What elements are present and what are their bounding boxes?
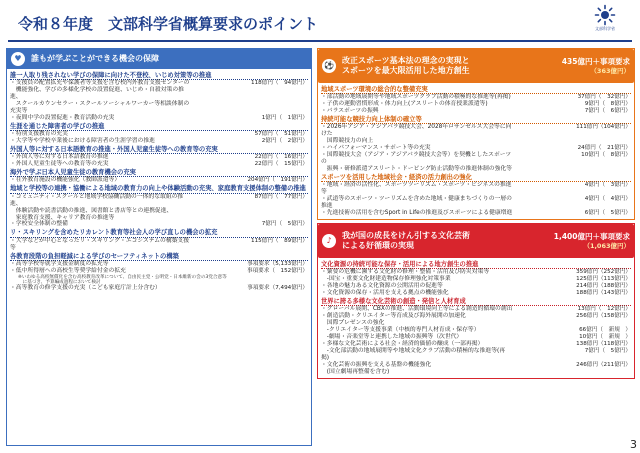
ministry-logo	[588, 4, 622, 38]
section-title: 地域と学校等の連携・協働による地域の教育力の向上や体験活動の充実、家庭教育支援体制の整備の推進	[10, 185, 308, 193]
section-title: 生涯を通じた障害者の学びの推進	[10, 123, 308, 131]
item-text: ・多様な文化芸術による社会・経済的価値の醸成（一部再掲）	[321, 341, 484, 348]
item-amount: 事項要求（5,133億円）	[247, 260, 308, 267]
item-text: ‐文化部活動の地域展開等や地域文化クラブ活動の積極的な推進等(再掲)	[321, 348, 506, 361]
list-item	[10, 208, 308, 215]
list-item	[321, 182, 631, 196]
item-amount: 204億円（ 191億円）	[247, 177, 308, 184]
learning-icon: ♥	[11, 52, 25, 66]
culture-amount-prev: （1,063億円）	[583, 241, 630, 250]
list-item	[321, 124, 631, 138]
section-title: 持続可能な競技力向上体制の確立等	[321, 116, 631, 124]
sports-amount-prev: （363億円）	[590, 66, 630, 75]
item-amount: 10億円（ 8億円）	[581, 152, 631, 159]
title-bar	[0, 0, 640, 42]
section-title: 各教育段階の負担軽減による学びのセーフティネットの構築	[10, 253, 308, 261]
item-text: ・地域・経済の活性化、スポーツツーリズム・スポーツ・ビジネスの推進等	[321, 182, 512, 196]
title-divider	[8, 40, 632, 42]
section-title: 文化資源の持続可能な保存・活用による地方創生の推進	[321, 261, 631, 269]
list-item	[10, 138, 308, 145]
section-title: リ・スキリングを含めたリカレント教育等社会人の学び直しの機会の拡充	[10, 229, 308, 237]
item-amount: 214億円（188億円）	[576, 283, 631, 290]
section-title: 地域スポーツ環境の総合的な整備充実	[321, 86, 631, 94]
list-item	[10, 101, 308, 115]
item-amount: 115億円（ 89億円）	[251, 237, 308, 244]
culture-amount-block	[554, 232, 630, 250]
right-column	[317, 48, 635, 382]
list-item	[10, 87, 308, 101]
item-amount: 125億円（113億円）	[576, 276, 631, 283]
item-amount: 111億円（104億円）	[576, 124, 631, 131]
sports-icon: ⚽	[322, 59, 336, 73]
left-banner	[7, 49, 311, 69]
item-amount: 4億円（ 4億円）	[584, 196, 631, 203]
section-title: 海外で学ぶ日本人児童生徒の教育機会の充実	[10, 169, 308, 177]
item-amount: 22億円（ 15億円）	[254, 161, 308, 168]
item-text: ・高等教育の修学支援の充実（こども家庭庁計上分含む）	[10, 285, 161, 292]
item-amount: 13億円（ 12億円）	[577, 306, 631, 313]
list-item	[321, 369, 631, 376]
item-text: ・大学などが中心となったリ・スキリング・エコシステムの構築支援等	[10, 237, 190, 251]
sports-banner	[318, 49, 634, 83]
ministry-emblem-icon	[594, 4, 616, 26]
item-amount: 188億円（143億円）	[576, 290, 631, 297]
item-text: ・文化資源の保存・活用を支える拠点の機能強化	[321, 290, 449, 297]
list-item	[10, 194, 308, 208]
item-text: スクールカウンセラー・スクールソーシャルワーカー等相談体制の充実等	[10, 101, 190, 115]
item-text: ・大学等や学校卒業後における障害者の生涯学習の推進	[10, 138, 155, 145]
list-item	[10, 161, 308, 168]
culture-banner	[318, 224, 634, 258]
item-text: ・夜間中学の設置促進・教育活動の充実	[10, 115, 115, 121]
list-item	[321, 166, 631, 173]
item-text: 家庭教育支援、キャリア教育の推進等	[10, 214, 115, 221]
item-text: ・低中所得層への高校生等奨学給付金の拡充	[10, 267, 126, 274]
item-amount: 37億円（ 32億円）	[577, 94, 631, 101]
item-text: 国際プレゼンスの強化	[321, 320, 385, 327]
sports-amount: 435億円＋事項要求	[561, 56, 630, 66]
item-text: ・ハイパフォーマンス・サポート等の充実	[321, 145, 431, 152]
page-number: 3	[630, 438, 637, 451]
item-amount: 2億円（ 2億円）	[261, 138, 308, 145]
item-text: ・先進技術の活用を含むSport in Lifeの推進及びスポーツによる健康増進	[321, 210, 513, 217]
sports-amount-block	[562, 57, 630, 75]
list-item	[10, 238, 308, 252]
item-amount: 359億円（252億円）	[576, 269, 631, 276]
item-text: ‐劇場・音楽堂等と連携した地域の振興等（次世代）	[321, 334, 463, 341]
item-text: ・緊要の危機に瀕する文化財の修理・整備・活用及び防災対策等	[321, 269, 490, 276]
item-amount: 138億円（118億円）	[576, 341, 631, 348]
culture-banner-title: 我が国の成長をけん引する文化芸術 による好循環の実現	[342, 231, 470, 250]
list-item	[321, 362, 631, 369]
list-item	[10, 115, 308, 122]
item-text: ・パラスポーツの振興	[321, 108, 379, 115]
item-amount: 4億円（ 3億円）	[584, 182, 631, 189]
section-title: 世界に誇る多様な文化芸術の創造・発信と人材育成	[321, 298, 631, 306]
item-text: ・高等学校等就学支援金制度の拡充等	[10, 260, 109, 267]
item-amount: 118億円（ 94億円）	[251, 80, 308, 87]
item-text: ・外国人等に対する日本語教育の推進	[10, 154, 109, 161]
item-text: ・2026年アジア・アジアパラ競技大会、2028年ロサンゼルス大会等に向けた	[321, 124, 512, 138]
sports-banner-title: 改正スポーツ基本法の理念の実現と スポーツを最大限活用した地方創生	[342, 56, 470, 75]
item-amount: 24億円（ 21億円）	[577, 145, 631, 152]
item-amount: 7億円（ 5億円）	[261, 221, 308, 228]
item-text: ・文化芸術の振興を支える基盤の機能強化	[321, 361, 432, 368]
list-item	[321, 348, 631, 362]
item-text: ・国際競技大会（アジア・アジアパラ競技大会等）を契機としたスポーツの	[321, 152, 512, 166]
sports-box	[317, 48, 635, 220]
sports-content	[318, 83, 634, 219]
list-item	[321, 108, 631, 115]
item-amount: 6億円（ 5億円）	[584, 210, 631, 217]
page-title: 令和８年度 文部科学省概算要求のポイント	[18, 15, 319, 33]
item-text: 体験活動や読書活動の推進、図書館と書店等との連携促進、	[10, 207, 173, 214]
item-text: ・各地の魅力ある文化資源の公開活用の促進等	[321, 283, 443, 290]
item-text: ・部活動の地域展開等や地域スポーツクラブ活動の積極的な推進等(再掲)	[321, 94, 511, 101]
item-text: ・在外教育施設の機能強化（教師派遣等）	[10, 177, 121, 184]
list-item	[321, 290, 631, 297]
section-title: 誰一人取り残されない学びの保障に向けた不登校、いじめ対策等の推進	[10, 72, 308, 80]
item-amount: 1億円（ 1億円）	[261, 115, 308, 121]
item-amount: 246億円（211億円）	[576, 361, 631, 368]
section-title: 外国人等に対する日本語教育の推進・外国人児童生徒等への教育等の充実	[10, 146, 308, 154]
item-amount: 事項要求（ 152億円）	[246, 267, 308, 274]
culture-content	[318, 258, 634, 378]
list-item	[10, 285, 308, 292]
item-amount: 256億円（158億円）	[576, 313, 631, 320]
item-text: ・コミュニティ・スクールと地域学校協働活動の一体的な取組の推進、	[10, 193, 184, 207]
item-amount: 57億円（ 51億円）	[254, 131, 308, 138]
list-item	[10, 261, 308, 268]
item-text: ・創造活動・クリエイター等育成及び海外展開の加速化	[321, 313, 466, 320]
item-text: 振興・研修派遣アスリート・ドーピング防止活動等の推進体制の強化等	[321, 166, 512, 173]
item-text: ・学校安全体制の整備	[10, 221, 68, 228]
list-item	[321, 196, 631, 210]
item-text: ・支援員の配置拡充や保護者等支援を含む校内外教育支援センターの	[10, 80, 190, 87]
section-title: スポーツを活用した地域社会・経済の活力創出の強化	[321, 174, 631, 182]
left-banner-title: 誰もが学ぶことができる機会の保障	[31, 54, 159, 63]
culture-box	[317, 223, 635, 379]
item-text: ・外国人児童生徒等への教育等の充実	[10, 161, 109, 168]
left-content	[7, 69, 311, 294]
item-text: ・グローバル展開、CBXの推進、活動環境向上等による創造的循環の創出	[321, 306, 513, 313]
item-text: ・特別支援教育の充実	[10, 131, 68, 138]
item-amount: 9億円（ 8億円）	[584, 101, 631, 108]
item-text: ・子供の運動習慣形成・体力向上(アスリートの体育授業派遣等)	[321, 101, 488, 108]
item-amount: 事項要求（7,494億円）	[247, 285, 308, 292]
item-text: 国際競技力の向上	[321, 138, 374, 145]
item-amount: 7億円（ 6億円）	[584, 108, 631, 115]
item-text: ‐国宝・重要文化財建造物保存修理強化対策事業	[321, 276, 451, 283]
item-text: ‐クリエイター等支援事業（中核的専門人材育成・保存等）	[321, 327, 480, 334]
item-amount: 66億円（ 新規 ）	[579, 327, 631, 334]
item-amount: 7億円（ 5億円）	[584, 348, 631, 354]
list-item	[10, 177, 308, 184]
list-item	[10, 268, 308, 275]
list-item	[10, 221, 308, 228]
item-amount: 10億円（ 新規 ）	[579, 334, 631, 341]
list-item	[321, 152, 631, 166]
list-item	[321, 210, 631, 217]
item-amount: 22億円（ 16億円）	[254, 154, 308, 161]
item-text: (国立劇場再整備を含む)	[321, 368, 390, 375]
item-text: 機能強化、学びの多様化学校の設置促進、いじめ・自殺対策の推進、	[10, 87, 184, 101]
culture-amount: 1,400億円＋事項要求	[553, 231, 630, 241]
item-amount: 87億円（ 77億円）	[254, 193, 308, 200]
list-item	[321, 341, 631, 348]
logo-text: 文部科学省	[595, 26, 615, 31]
section-note: ※いわゆる高校無償化を含む高校教育改革について、自由民主党・公明党・日本維新の会の3党合意等 に基づき、予算編成過程において検討	[18, 274, 227, 285]
list-item	[321, 334, 631, 341]
item-text: ・武道等のスポーツ・ツーリズムを含めた地域・健康まちづくりの一層の推進	[321, 196, 512, 210]
culture-icon: ♪	[322, 234, 336, 248]
left-column	[6, 48, 312, 446]
